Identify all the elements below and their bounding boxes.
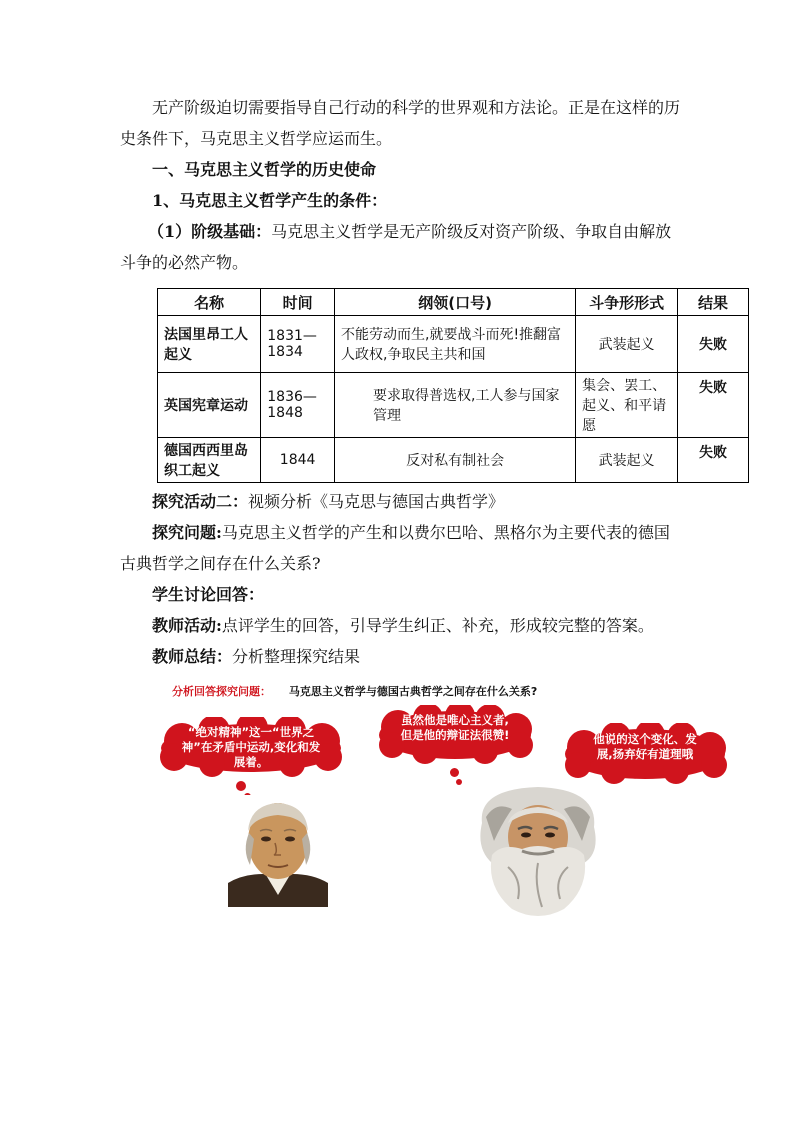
cell-name: 英国宪章运动 [158,373,261,438]
thought-dot [450,768,459,777]
teacher-summary-paragraph [120,641,680,672]
activity-label: 探究活动二： [152,492,249,511]
marx-bubble-left-text: 虽然他是唯心主义者,但是他的辩证法很赞! [400,713,510,742]
hegel-speech-bubble [152,717,350,777]
marx-speech-bubble-left [370,705,540,765]
class-basis-label: （1）阶级基础： [148,222,272,241]
activity-text: 视频分析《马克思与德国古典哲学》 [248,492,505,511]
cell-time: 1831—1834 [261,316,335,373]
heading-conditions: 1、马克思主义哲学产生的条件： [152,191,388,210]
cell-name: 法国里昂工人起义 [158,316,261,373]
uprisings-table [157,288,749,483]
hegel-marx-figure [150,675,697,920]
figure-question [172,683,537,699]
header-form: 斗争形形式 [576,289,678,316]
header-time: 时间 [261,289,335,316]
thought-dot [456,779,462,785]
figure-question-text: 马克思主义哲学与德国古典哲学之间存在什么关系? [288,685,538,698]
cell-program: 反对私有制社会 [335,438,576,483]
cell-time: 1836—1848 [261,373,335,438]
intro-paragraph: 无产阶级迫切需要指导自己行动的科学的世界观和方法论。正是在这样的历史条件下，马克思主义哲学应运而生。 [120,98,681,148]
cell-program: 要求取得普选权,工人参与国家管理 [335,373,576,438]
cell-result: 失败 [678,373,749,438]
marx-bubble-right-text: 他说的这个变化、发展,扬弃好有道理哦 [593,732,697,761]
question-text: 马克思主义哲学的产生和以费尔巴哈、黑格尔为主要代表的德国古典哲学之间存在什么关系? [120,523,670,573]
cell-result: 失败 [678,438,749,483]
cell-name: 德国西西里岛织工起义 [158,438,261,483]
thought-dot [236,781,246,791]
activity-paragraph [120,486,680,517]
cell-time: 1844 [261,438,335,483]
header-result: 结果 [678,289,749,316]
question-paragraph [120,517,680,579]
header-program: 纲领(口号) [335,289,576,316]
teacher-activity-label: 教师活动: [152,616,222,635]
header-name: 名称 [158,289,261,316]
marx-portrait [472,783,604,917]
marx-speech-bubble-right [556,723,734,785]
student-discussion: 学生讨论回答： [152,585,265,604]
cell-form: 集会、罢工、起义、和平请愿 [576,373,678,438]
hegel-portrait [228,795,328,907]
teacher-summary-label: 教师总结： [152,647,233,666]
table-row [158,438,749,483]
heading-historical-mission: 一、马克思主义哲学的历史使命 [152,160,377,179]
cell-form: 武装起义 [576,438,678,483]
table-row [158,373,749,438]
cell-result: 失败 [678,316,749,373]
cell-form: 武装起义 [576,316,678,373]
teacher-activity-paragraph [120,610,680,641]
teacher-activity-text: 点评学生的回答，引导学生纠正、补充，形成较完整的答案。 [221,616,654,635]
hegel-bubble-text: “绝对精神”这一“世界之神”在矛盾中运动,变化和发展着。 [181,725,321,769]
table-header-row [158,289,749,316]
teacher-summary-text: 分析整理探究结果 [232,647,361,666]
table-row [158,316,749,373]
figure-question-label: 分析回答探究问题： [172,685,271,698]
class-basis-text: 马克思主义哲学是无产阶级反对资产阶级、争取自由解放斗争的必然产物。 [120,222,672,272]
question-label: 探究问题: [152,523,222,542]
cell-program: 不能劳动而生,就要战斗而死!推翻富人政权,争取民主共和国 [335,316,576,373]
class-basis-paragraph [120,216,680,278]
